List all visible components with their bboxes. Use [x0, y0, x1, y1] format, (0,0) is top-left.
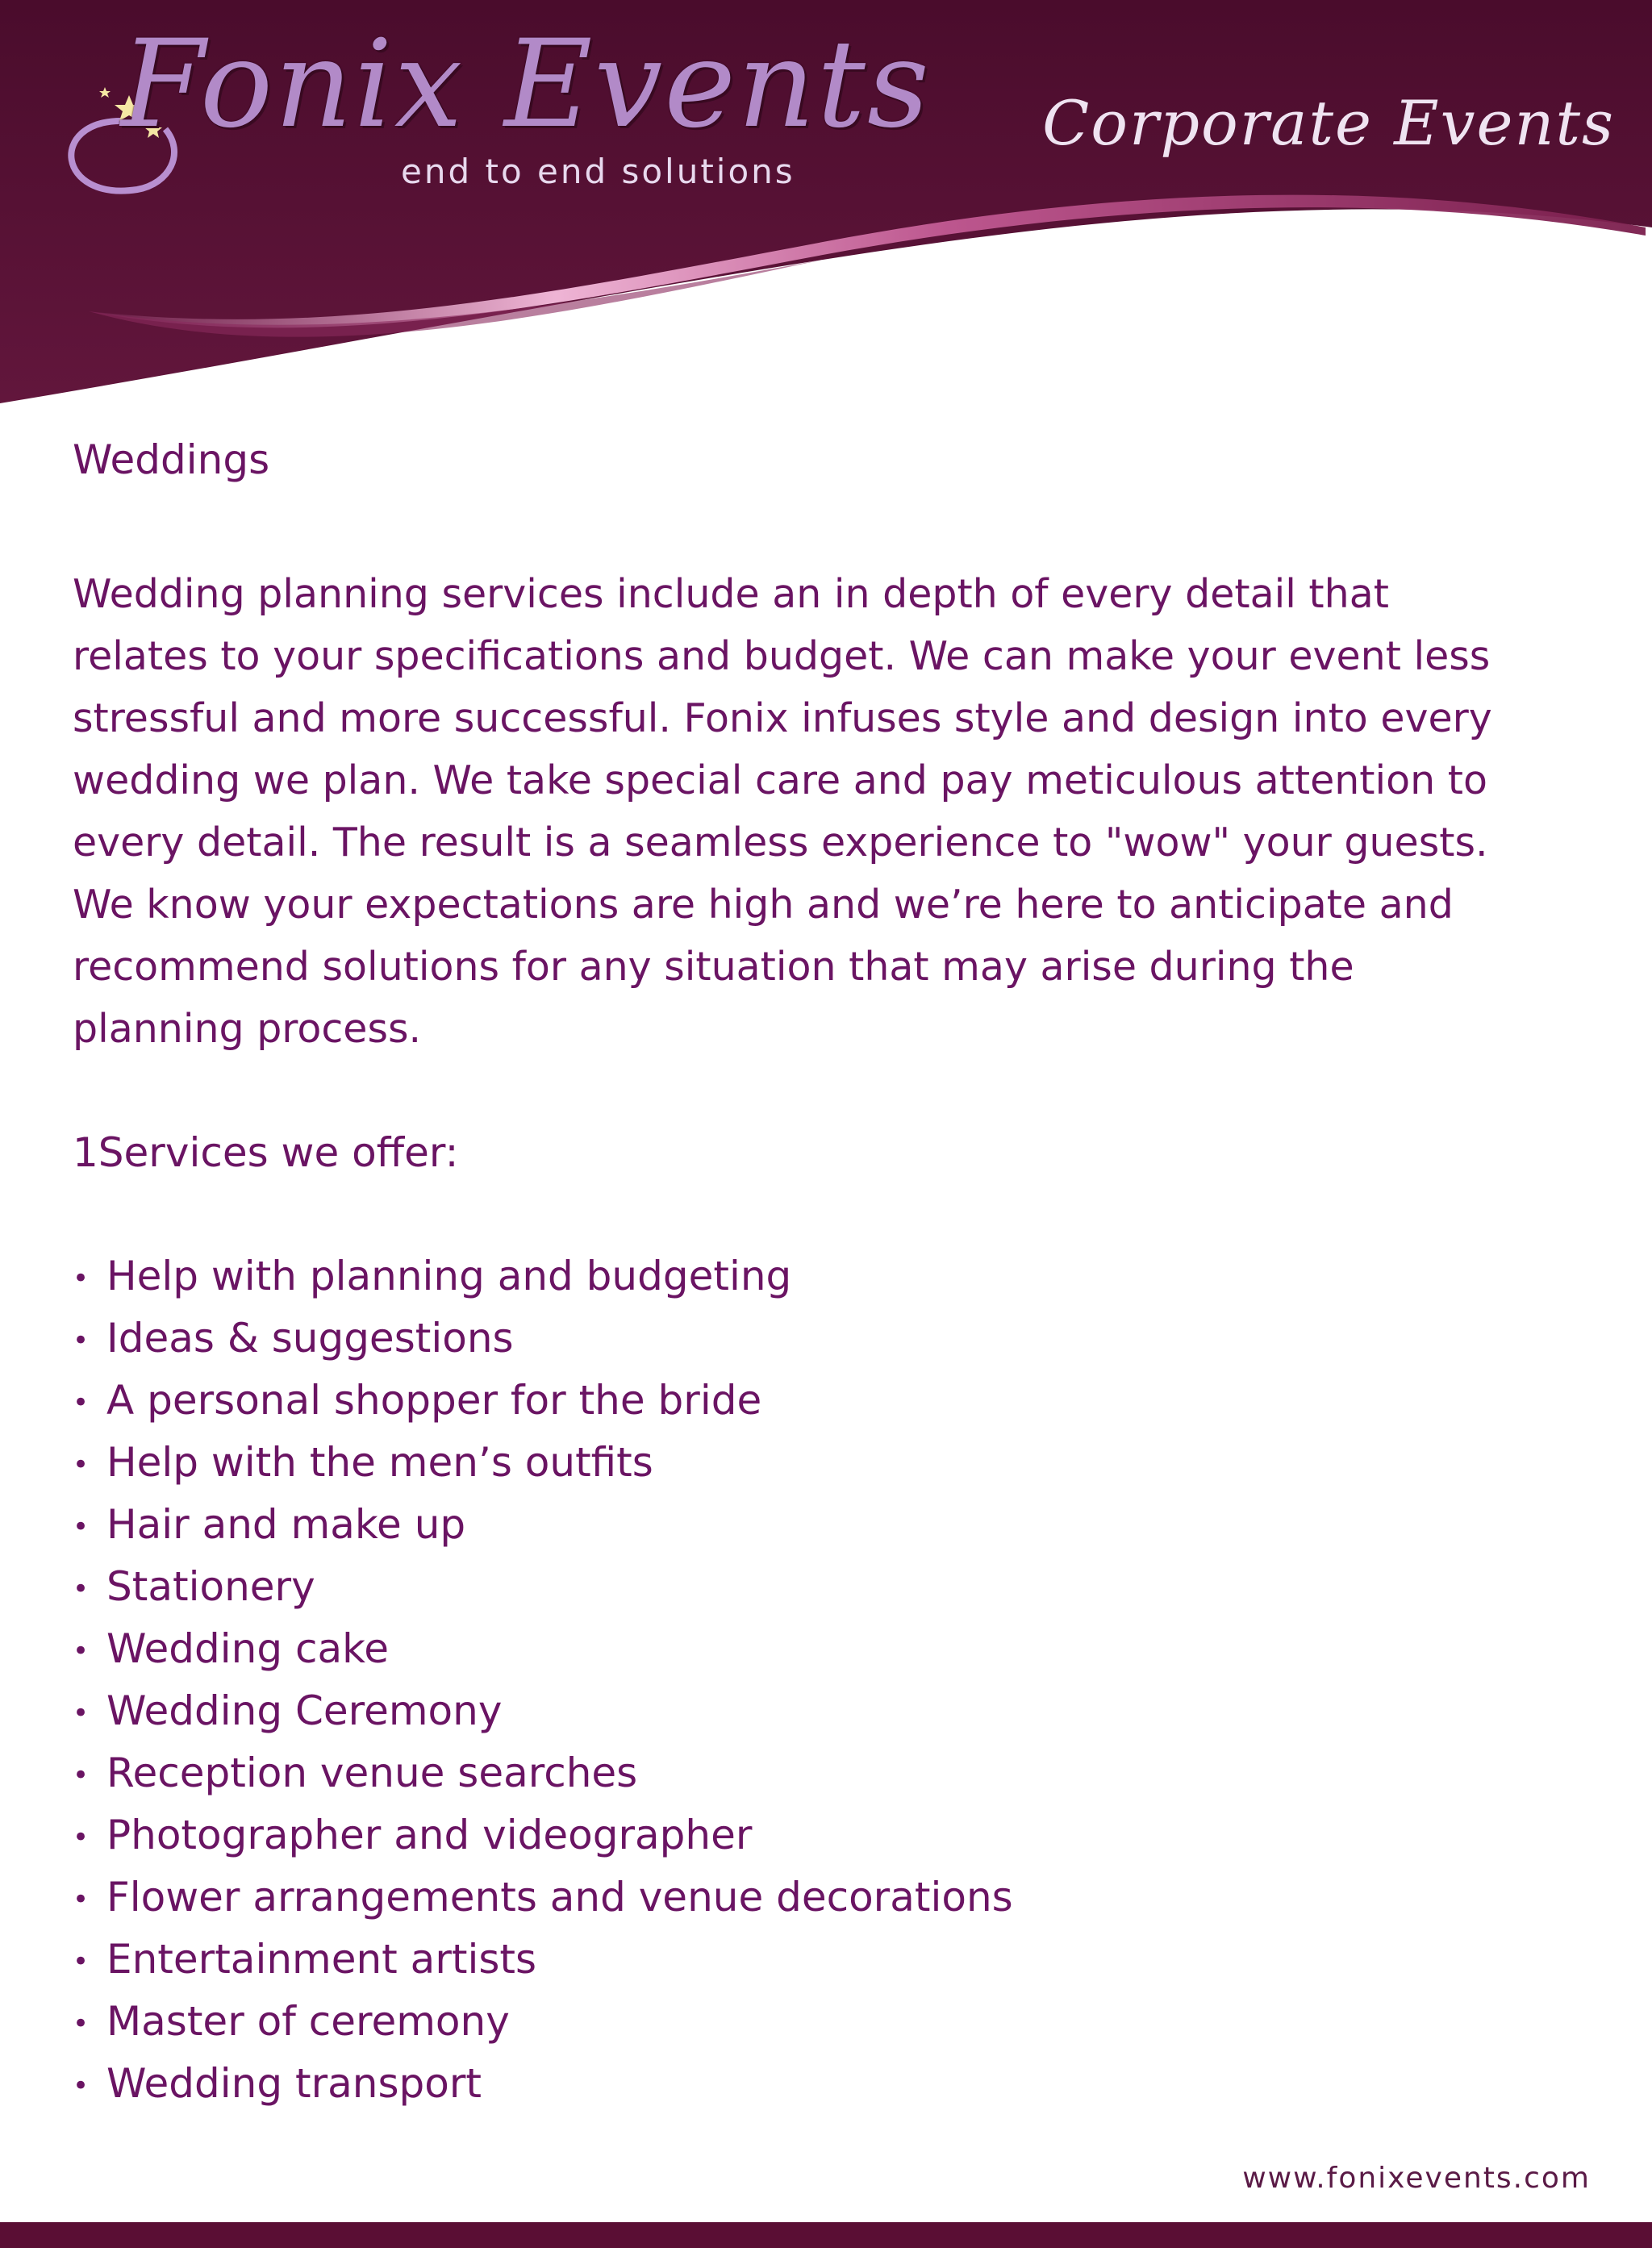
service-label: Wedding Ceremony [106, 1687, 503, 1734]
bullet-icon: • [73, 1387, 90, 1419]
service-label: Photographer and videographer [106, 1812, 753, 1858]
list-item [73, 1680, 1541, 1742]
list-item [73, 1245, 1541, 1308]
list-item [73, 1494, 1541, 1556]
brand-tagline: end to end solutions [401, 152, 795, 191]
bullet-icon: • [73, 1883, 90, 1916]
bullet-icon: • [73, 1573, 90, 1605]
service-label: Hair and make up [106, 1501, 466, 1548]
bullet-icon: • [73, 1697, 90, 1729]
service-label: Stationery [106, 1563, 315, 1610]
bullet-icon: • [73, 2070, 90, 2102]
list-item [73, 1991, 1541, 2053]
page-title: Weddings [73, 436, 270, 483]
service-label: Wedding cake [106, 1625, 390, 1672]
list-item [73, 1308, 1541, 1370]
bullet-icon: • [73, 2008, 90, 2040]
bullet-icon: • [73, 1511, 90, 1543]
service-label: Ideas & suggestions [106, 1315, 514, 1362]
intro-paragraph: Wedding planning services include an in depth of every detail that relates to your specifications and budget. We can make your event less stressful and more successful. Fonix infuses style and design into every wedding we plan. We take special care and pay meticulous attention to every detail. The result is a seamless experience to "wow" your guests. We know your expectations are high and we’re here to anticipate and recommend solutions for any situation that may arise during the planning process. [73, 571, 1492, 1052]
service-label: A personal shopper for the bride [106, 1377, 762, 1424]
list-item [73, 1618, 1541, 1680]
header-banner [0, 0, 1652, 419]
services-heading: 1Services we offer: [73, 1129, 459, 1176]
service-label: Reception venue searches [106, 1750, 638, 1796]
list-item [73, 1866, 1541, 1929]
website-url[interactable]: www.fonixevents.com [1242, 2162, 1591, 2195]
bullet-icon: • [73, 1262, 90, 1295]
list-item [73, 2053, 1541, 2115]
service-label: Entertainment artists [106, 1936, 537, 1983]
footer-bar [0, 2222, 1652, 2248]
bullet-icon: • [73, 1449, 90, 1481]
bullet-icon: • [73, 1759, 90, 1791]
main-content [73, 427, 1541, 2115]
service-label: Wedding transport [106, 2060, 482, 2107]
list-item [73, 1556, 1541, 1618]
services-list [73, 1245, 1541, 2115]
list-item [73, 1742, 1541, 1804]
bullet-icon: • [73, 1821, 90, 1854]
list-item [73, 1432, 1541, 1494]
list-item [73, 1929, 1541, 1991]
list-item [73, 1804, 1541, 1866]
service-label: Help with planning and budgeting [106, 1253, 792, 1299]
service-label: Flower arrangements and venue decorations [106, 1874, 1013, 1921]
list-item [73, 1370, 1541, 1432]
bullet-icon: • [73, 1635, 90, 1667]
service-label: Help with the men’s outfits [106, 1439, 653, 1486]
bullet-icon: • [73, 1946, 90, 1978]
brand-logo: Fonix Events [121, 15, 931, 155]
header-title: Corporate Events [1042, 87, 1615, 159]
service-label: Master of ceremony [106, 1998, 510, 2045]
bullet-icon: • [73, 1324, 90, 1357]
